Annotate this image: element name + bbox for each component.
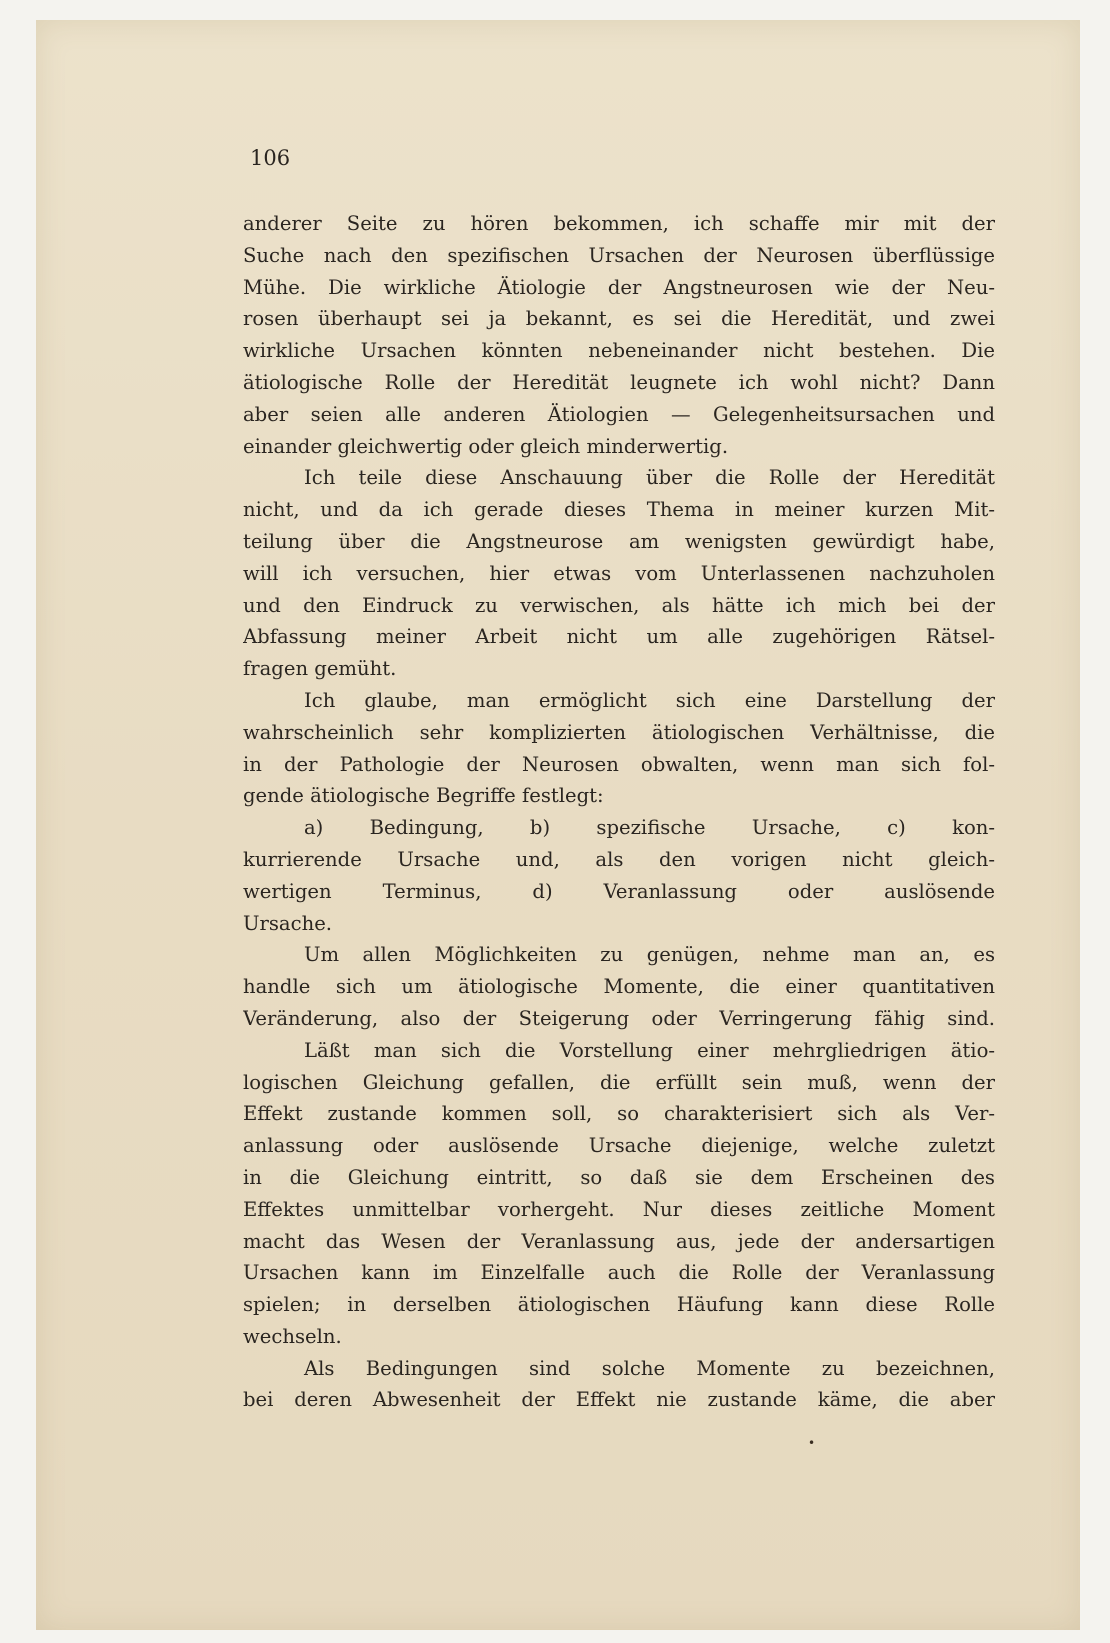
text-line: Ursache. — [243, 911, 333, 935]
text-line: Ich teile diese Anschauung über die Rolle der Heredität — [304, 466, 995, 490]
text-line: wirkliche Ursachen könnten nebeneinander nicht bestehen. Die — [243, 339, 995, 363]
text-line: anlassung oder auslösende Ursache diejenige, welche zuletzt — [243, 1134, 995, 1158]
stray-ink-mark: • — [808, 1436, 816, 1450]
body-text — [243, 208, 995, 1416]
text-line: bei deren Abwesenheit der Effekt nie zustande käme, die aber — [243, 1388, 995, 1412]
text-line: wahrscheinlich sehr komplizierten ätiologischen Verhältnisse, die — [243, 720, 995, 744]
text-line: rosen überhaupt sei ja bekannt, es sei die Heredität, und zwei — [243, 307, 995, 331]
text-line: und den Eindruck zu verwischen, als hätte ich mich bei der — [243, 593, 995, 617]
text-line: Suche nach den spezifischen Ursachen der Neurosen überflüssige — [243, 243, 995, 267]
text-line: gende ätiologische Begriffe festlegt: — [243, 784, 604, 808]
text-line: teilung über die Angstneurose am wenigsten gewürdigt habe, — [243, 529, 995, 553]
text-line: Ursachen kann im Einzelfalle auch die Rolle der Veranlassung — [243, 1261, 995, 1285]
text-line: einander gleichwertig oder gleich minderwertig. — [243, 434, 729, 458]
text-line: in der Pathologie der Neurosen obwalten, wenn man sich fol- — [243, 752, 995, 776]
text-line: Abfassung meiner Arbeit nicht um alle zugehörigen Rätsel- — [243, 625, 995, 649]
text-line: Effekt zustande kommen soll, so charakterisiert sich als Ver- — [243, 1102, 995, 1126]
text-line: spielen; in derselben ätiologischen Häufung kann diese Rolle — [243, 1293, 995, 1317]
text-line: will ich versuchen, hier etwas vom Unterlassenen nachzuholen — [243, 561, 995, 585]
text-line: handle sich um ätiologische Momente, die einer quantitativen — [243, 975, 995, 999]
text-line: ätiologische Rolle der Heredität leugnete ich wohl nicht? Dann — [243, 370, 995, 394]
text-line: wechseln. — [243, 1324, 342, 1348]
text-line: macht das Wesen der Veranlassung aus, jede der andersartigen — [243, 1229, 995, 1253]
text-line: Effektes unmittelbar vorhergeht. Nur dieses zeitliche Moment — [243, 1197, 995, 1221]
text-line: logischen Gleichung gefallen, die erfüllt sein muß, wenn der — [243, 1070, 995, 1094]
text-line: Veränderung, also der Steigerung oder Verringerung fähig sind. — [243, 1006, 995, 1030]
page-number: 106 — [250, 146, 291, 170]
text-line: in die Gleichung eintritt, so daß sie dem Erscheinen des — [243, 1165, 995, 1189]
text-line: aber seien alle anderen Ätiologien — Gelegenheitsursachen und — [243, 402, 995, 426]
text-line: nicht, und da ich gerade dieses Thema in meiner kurzen Mit- — [243, 498, 995, 522]
text-line: Ich glaube, man ermöglicht sich eine Darstellung der — [304, 688, 995, 712]
text-line: Um allen Möglichkeiten zu genügen, nehme man an, es — [304, 943, 995, 967]
text-line: Als Bedingungen sind solche Momente zu bezeichnen, — [304, 1356, 995, 1380]
text-line: fragen gemüht. — [243, 657, 397, 681]
text-line: Mühe. Die wirkliche Ätiologie der Angstneurosen wie der Neu- — [243, 275, 995, 299]
text-line: a) Bedingung, b) spezifische Ursache, c) kon- — [304, 816, 995, 840]
text-line: anderer Seite zu hören bekommen, ich schaffe mir mit der — [243, 212, 995, 235]
text-line: Läßt man sich die Vorstellung einer mehrgliedrigen ätio- — [304, 1038, 995, 1062]
text-line: kurrierende Ursache und, als den vorigen nicht gleich- — [243, 847, 995, 871]
text-line: wertigen Terminus, d) Veranlassung oder auslösende — [243, 879, 995, 903]
